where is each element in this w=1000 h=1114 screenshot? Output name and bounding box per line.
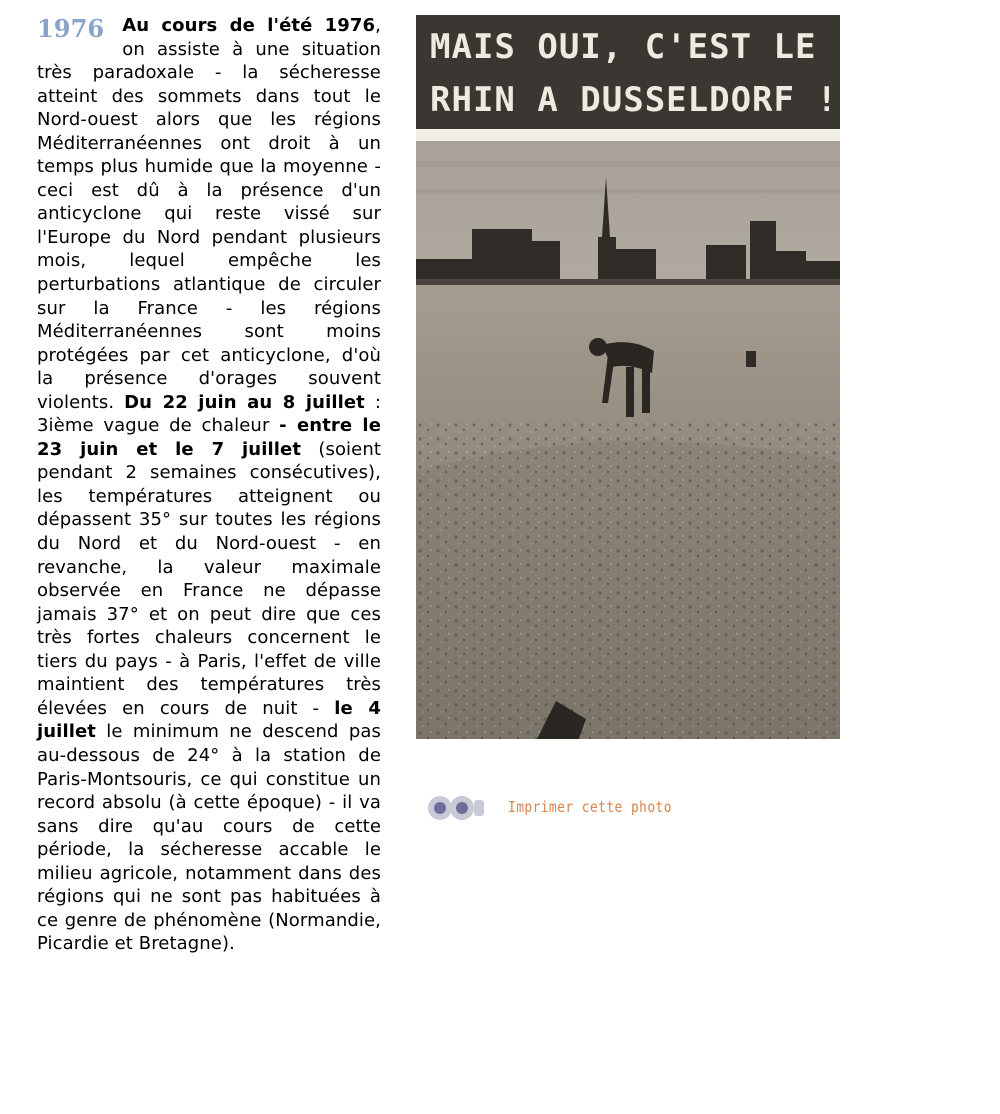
year-heading: 1976 [37, 14, 105, 43]
article-segment: le minimum ne descend pas au-dessous de 24° à la station de Paris-Montsouris, ce qui constitue un record absolu (à cette époque) - il va sans dire qu'au cours de cette période, la sécheresse accable le milieu agricole, notamment dans des régions qui ne sont pas habituées à ce genre de phénomène (Normandie, Picardie et Bretagne). [37, 721, 381, 955]
headline-rule [416, 129, 840, 141]
article-segment: Au cours de l'été 1976 [122, 15, 376, 36]
article-segment: (soient pendant 2 semaines consécutives), les températures atteignent ou dépassent 35° sur toutes les régions du Nord et du Nord-ouest - en revanche, la valeur maximale observée en France ne dépasse jamais 37° et on peut dire que ces très fortes chaleurs concernent le tiers du pays - à Paris, l'effet de ville maintient des températures très élevées en cours de nuit - [37, 438, 381, 719]
camera-logo-icon [426, 786, 486, 830]
article-segment: le 4 juillet [37, 697, 381, 743]
print-photo-label[interactable]: Imprimer cette photo [508, 798, 672, 816]
riverbed-photo [416, 141, 840, 739]
print-photo-link[interactable] [422, 786, 742, 830]
photo-headline [430, 21, 840, 127]
newspaper-photo [416, 15, 840, 739]
article-segment: - entre le 23 juin et le 7 juillet [37, 415, 382, 460]
headline-band [416, 15, 840, 129]
article-segment: , on assiste à une situation très paradoxale - la sécheresse atteint des sommets dans tout le Nord-ouest alors que les régions Méditerranéennes ont droit à un temps plus humide que la moyenne - ceci est dû à la présence d'un anticyclone qui reste vissé sur l'Europe du Nord pendant plusieurs mois, lequel empêche les perturbations atlantique de circuler sur la France - les régions Méditerranéennes sont moins protégées par cet anticyclone, d'où la présence d'orages souvent violents. [37, 15, 381, 413]
article-segment: Du 22 juin au 8 juillet [124, 391, 365, 413]
headline-line-2: RHIN A DUSSELDORF ! [430, 80, 838, 120]
article-text [37, 14, 381, 956]
headline-line-1: MAIS OUI, C'EST LE [430, 27, 817, 67]
article-segment: : 3ième vague de chaleur [37, 391, 381, 437]
